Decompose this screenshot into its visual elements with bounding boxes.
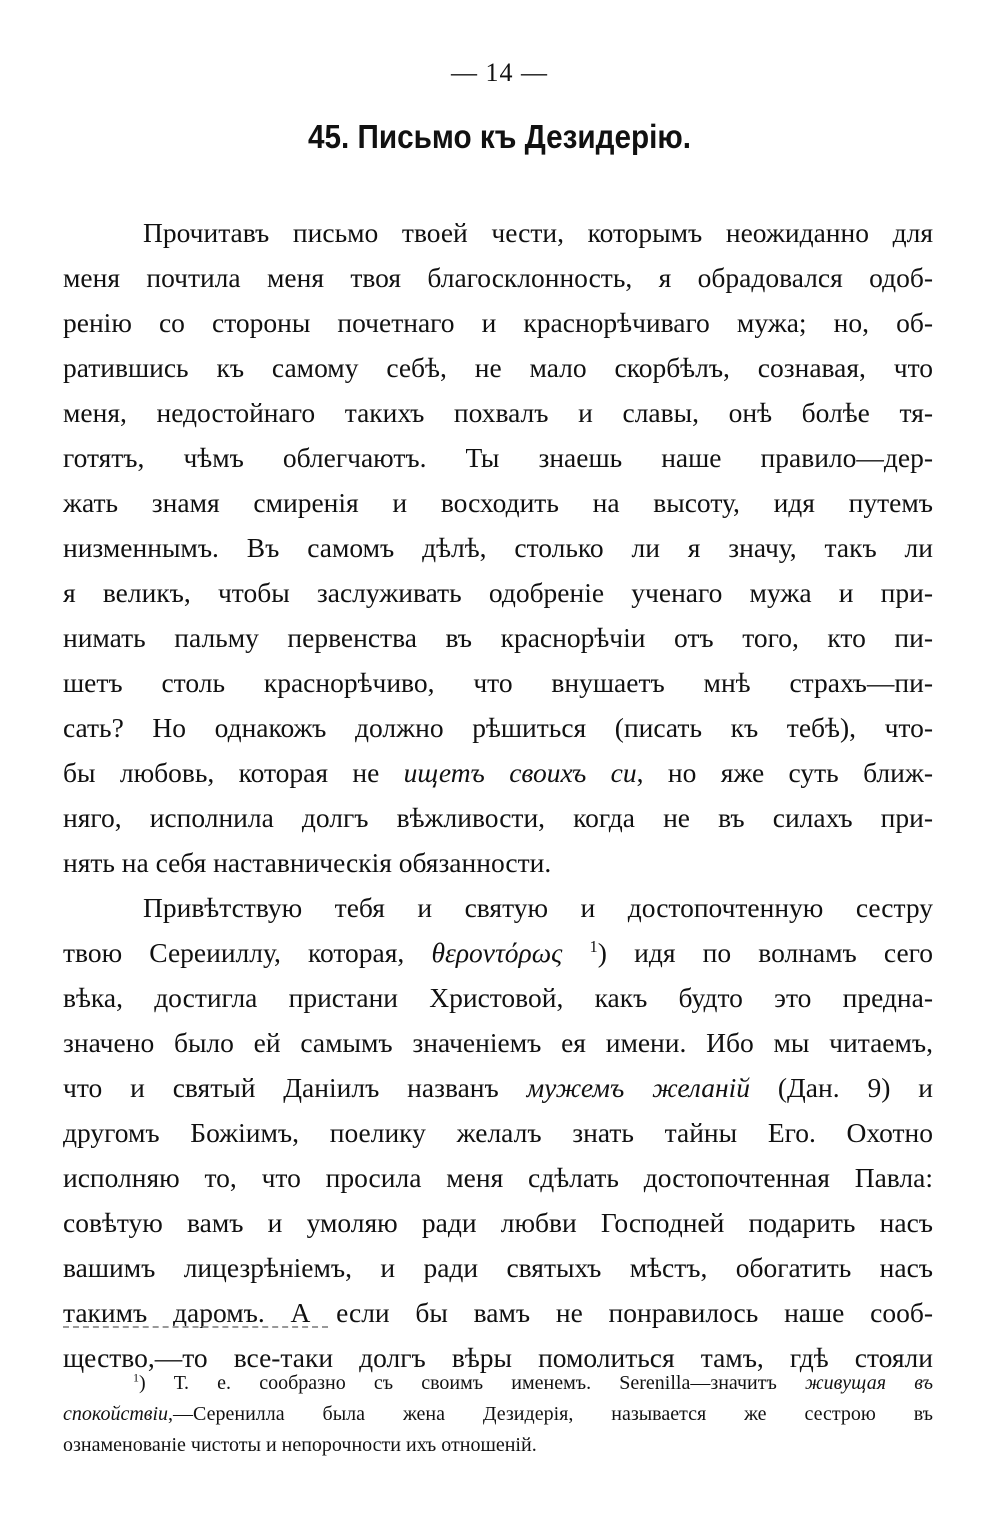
text-line (63, 930, 933, 975)
text-line: нять на себя наставническія обязанности. (63, 847, 552, 878)
text-span: ) Т. е. сообразно съ своимъ именемъ. Serenilla—значитъ (139, 1372, 805, 1394)
text-line: исполняю то, что просила меня сдѣлать достопочтенная Павла: (63, 1162, 933, 1193)
text-line: готятъ, чѣмъ облегчаютъ. Ты знаешь наше правило—дер- (63, 442, 933, 473)
text-line: няго, исполнила долгъ вѣжливости, когда не въ силахъ при- (63, 802, 933, 833)
text-line (63, 1065, 933, 1110)
italic-text: живущая въ (805, 1372, 934, 1394)
text-line: я великъ, чтобы заслуживать одобреніе ученаго мужа и при- (63, 577, 933, 608)
text-line (63, 750, 933, 795)
footnote-line (63, 1399, 933, 1430)
footnotes (63, 1368, 933, 1461)
page-number: — 14 — (451, 58, 548, 87)
text-line: значено было ей самымъ значеніемъ ея имени. Ибо мы читаемъ, (63, 1027, 933, 1058)
text-line: вашимъ лицезрѣніемъ, и ради святыхъ мѣстъ, обогатить насъ (63, 1252, 933, 1283)
greek-word: θεροντόρως (431, 937, 563, 968)
text-line: меня, недостойнаго такихъ похвалъ и славы, онѣ болѣе тя- (63, 397, 933, 428)
footnote-marker: 1 (589, 936, 598, 956)
italic-quote: ищетъ своихъ си (403, 757, 637, 788)
body-text (63, 210, 933, 1380)
text-span: твою Сереииллу, которая, (63, 937, 432, 968)
text-line: вѣка, достигла пристани Христовой, какъ будто это предна- (63, 982, 933, 1013)
text-span: , но яже суть ближ- (636, 757, 933, 788)
text-line: такимъ даромъ. А если бы вамъ не понравилось наше сооб- (63, 1297, 933, 1328)
italic-text: спокойствіи (63, 1403, 169, 1425)
footnote-marker: 1 (133, 1370, 139, 1385)
footnote-divider (63, 1326, 328, 1328)
text-span: (Дан. 9) и (749, 1072, 933, 1103)
text-line: жать знамя смиренія и восходить на высоту, идя путемъ (63, 487, 933, 518)
italic-quote: мужемъ желаній (526, 1072, 750, 1103)
text-line: сать? Но однакожъ должно рѣшиться (писать къ тебѣ), что- (63, 712, 933, 743)
text-line: Привѣтствую тебя и святую и достопочтенную сестру (143, 892, 933, 923)
text-span: ,—Серенилла была жена Дезидерія, называется же сестрою въ (168, 1403, 933, 1425)
text-line: Прочитавъ письмо твоей чести, которымъ неожиданно для (143, 217, 933, 248)
text-line: щество,—то все-таки долгъ вѣры помолиться тамъ, гдѣ стояли (63, 1342, 933, 1373)
text-span: ) идя по волнамъ сего (597, 937, 934, 968)
text-line: ратившись къ самому себѣ, не мало скорбѣлъ, сознавая, что (63, 352, 933, 383)
text-line: другомъ Божіимъ, поелику желалъ знать тайны Его. Охотно (63, 1117, 933, 1148)
text-line: шетъ столь краснорѣчиво, что внушаетъ мнѣ страхъ—пи- (63, 667, 933, 698)
footnote-line: ознаменованіе чистоты и непорочности ихъ отношеній. (63, 1434, 537, 1456)
text-line: меня почтила меня твоя благосклонность, я обрадовался одоб- (63, 262, 933, 293)
text-line: ренію со стороны почетнаго и краснорѣчиваго мужа; но, об- (63, 307, 933, 338)
page-title: 45. Письмо къ Дезидерію. (307, 118, 692, 155)
text-span: что и святый Даніилъ названъ (63, 1072, 527, 1103)
footnote-line (63, 1368, 933, 1399)
text-line: нимать пальму первенства въ краснорѣчіи отъ того, кто пи- (63, 622, 933, 653)
text-span: бы любовь, которая не (63, 757, 404, 788)
text-line: совѣтую вамъ и умоляю ради любви Господней подарить насъ (63, 1207, 933, 1238)
text-line: низменнымъ. Въ самомъ дѣлѣ, столько ли я значу, такъ ли (63, 532, 933, 563)
